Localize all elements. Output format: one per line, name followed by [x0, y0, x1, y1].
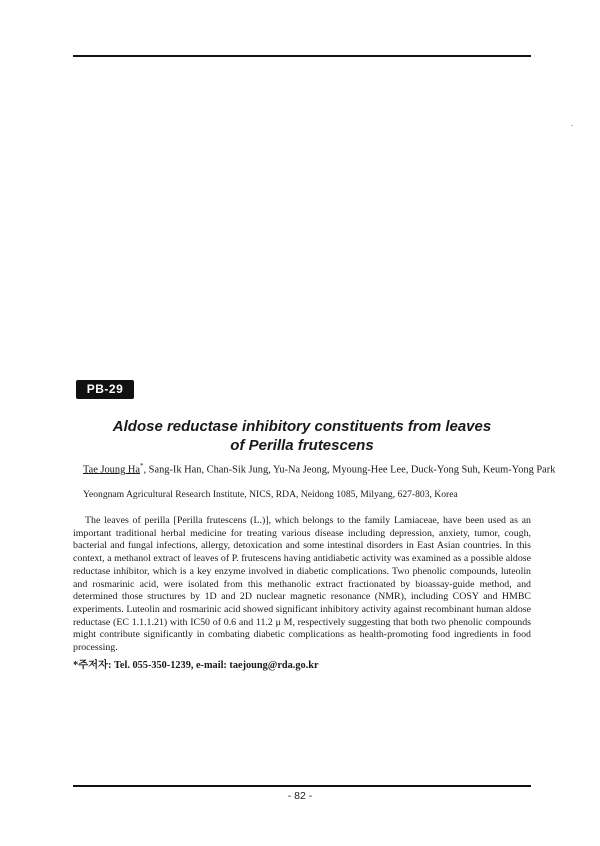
scan-speck	[571, 125, 573, 126]
paper-id-badge: PB-29	[76, 380, 134, 399]
bottom-rule	[73, 785, 531, 787]
paper-title	[73, 417, 531, 455]
co-authors: , Sang-Ik Han, Chan-Sik Jung, Yu-Na Jeong, Myoung-Hee Lee, Duck-Yong Suh, Keum-Yong Park	[143, 464, 556, 476]
affiliation: Yeongnam Agricultural Research Institute, NICS, RDA, Neidong 1085, Milyang, 627-803, Korea	[83, 489, 458, 500]
first-author: Tae Joung Ha	[83, 464, 140, 476]
page-number: - 82 -	[287, 790, 313, 802]
title-line-2: of Perilla frutescens	[230, 437, 374, 454]
corresponding-author-mark: *	[139, 462, 144, 470]
author-list	[83, 460, 556, 476]
title-line-1: Aldose reductase inhibitory constituents from leaves	[112, 418, 492, 435]
top-rule	[73, 55, 531, 57]
contact-info: *주저자: Tel. 055-350-1239, e-mail: taejoung@rda.go.kr	[73, 660, 319, 671]
abstract-body: The leaves of perilla [Perilla frutescens (L.)], which belongs to the family Lamiaceae, have been used as an important traditional herbal medicine for treating various disease including depression, anxiety, tumor, cough, bacterial and fungal infections, allergy, detoxication and some intestinal disorders in East Asian countries. In this context, a methanol extract of leaves of P. frutescens having antidiabetic activity was examined as a possible aldose reductase inhibitor, which is a key enzyme involved in diabetic complications. Two phenolic compounds, luteolin and rosmarinic acid, were isolated from this methanolic extract fractionated by bioassay-guide method, and determined those structures by 1D and 2D nuclear magnetic resonance (NMR), including COSY and HMBC experiments. Luteolin and rosmarinic acid showed significant inhibitory activity against recombinant human aldose reductase (EC 1.1.1.21) with IC50 of 0.6 and 11.2 μ M, respectively suggesting that both two phenolic compounds might contribute significantly in combating diabetic complications as health-promoting food ingredients in food processing.	[73, 515, 531, 654]
